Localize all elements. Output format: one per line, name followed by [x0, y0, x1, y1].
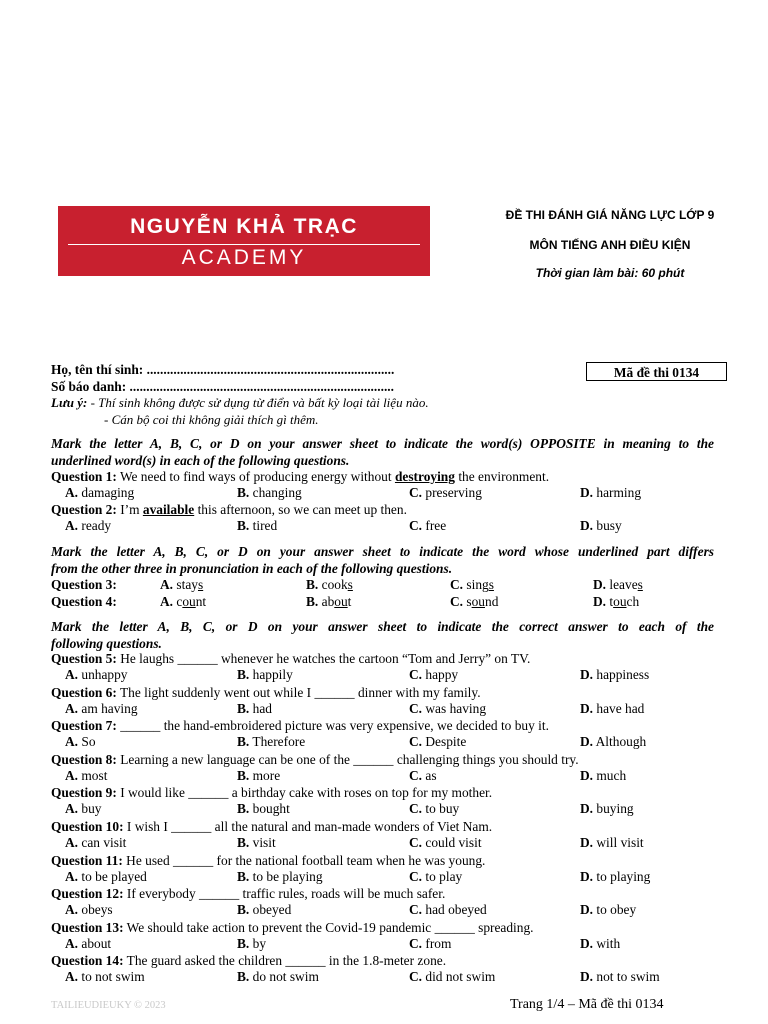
option-letter: C.	[409, 701, 423, 716]
q6-option-a[interactable]	[65, 701, 138, 717]
underlined-part: s	[637, 577, 643, 592]
option-letter: B.	[306, 577, 319, 592]
question-12-text: If everybody ______ traffic rules, roads will be much safer.	[123, 886, 446, 901]
question-5-text: He laughs ______ whenever he watches the cartoon “Tom and Jerry” on TV.	[116, 651, 531, 666]
option-text: free	[425, 518, 447, 533]
candidate-name-line: Họ, tên thí sinh: ..........................................................................	[51, 362, 395, 377]
q8-option-c[interactable]	[409, 768, 437, 784]
option-text: most	[81, 768, 108, 783]
option-letter: B.	[237, 667, 250, 682]
option-text: buy	[81, 801, 102, 816]
question-9-text: I would like ______ a birthday cake with roses on top for my mother.	[116, 785, 493, 800]
q10-option-d[interactable]	[580, 835, 644, 851]
q1-option-b[interactable]	[237, 485, 302, 501]
question-11	[51, 853, 485, 869]
q13-option-d[interactable]	[580, 936, 620, 952]
q10-option-b[interactable]	[237, 835, 276, 851]
question-2-label: Question 2:	[51, 502, 117, 517]
option-letter: A.	[65, 734, 79, 749]
option-text: tired	[252, 518, 278, 533]
option-letter: B.	[237, 518, 250, 533]
option-text: to playing	[596, 869, 651, 884]
q1-option-c[interactable]	[409, 485, 482, 501]
q9-option-b[interactable]	[237, 801, 290, 817]
option-letter: A.	[65, 869, 79, 884]
option-text: did not swim	[425, 969, 496, 984]
question-9-label: Question 9:	[51, 785, 117, 800]
option-text: ready	[81, 518, 112, 533]
exam-code-box: Mã đề thi 0134	[586, 362, 727, 381]
section-3-instruction	[51, 618, 714, 652]
option-text: was having	[425, 701, 487, 716]
option-text: from	[425, 936, 452, 951]
option-letter: B.	[237, 969, 250, 984]
q4-option-d[interactable]	[593, 594, 639, 610]
option-letter: A.	[65, 485, 79, 500]
option-letter: B.	[237, 701, 250, 716]
q4-option-b[interactable]	[306, 594, 351, 610]
option-text: with	[596, 936, 621, 951]
question-5	[51, 651, 530, 667]
q13-option-c[interactable]	[409, 936, 451, 952]
option-text: to be played	[81, 869, 147, 884]
option-letter: C.	[409, 485, 423, 500]
section-1-instruction-a: Mark the letter A, B, C, or D on your answer sheet to indicate the word(s) OPPOSITE in meaning to the	[51, 436, 714, 451]
q13-option-b[interactable]	[237, 936, 266, 952]
q3-option-d[interactable]	[593, 577, 643, 593]
option-text: can visit	[81, 835, 127, 850]
option-letter: C.	[409, 902, 423, 917]
q14-option-a[interactable]	[65, 969, 145, 985]
q11-option-b[interactable]	[237, 869, 323, 885]
q13-option-a[interactable]	[65, 936, 111, 952]
q1-option-d[interactable]	[580, 485, 641, 501]
question-2-text-post: this afternoon, so we can meet up then.	[194, 502, 407, 517]
q11-option-c[interactable]	[409, 869, 462, 885]
option-letter: A.	[65, 902, 79, 917]
question-11-label: Question 11:	[51, 853, 123, 868]
option-letter: C.	[409, 835, 423, 850]
note-label: Lưu ý:	[51, 395, 88, 410]
q12-option-c[interactable]	[409, 902, 487, 918]
q14-option-b[interactable]	[237, 969, 319, 985]
option-text-pre: t	[609, 594, 614, 609]
option-letter: B.	[237, 485, 250, 500]
option-text: to not swim	[81, 969, 145, 984]
q14-option-c[interactable]	[409, 969, 495, 985]
option-letter: D.	[580, 518, 594, 533]
question-14-label: Question 14:	[51, 953, 124, 968]
q3-option-c[interactable]	[450, 577, 494, 593]
option-text: bought	[252, 801, 290, 816]
underlined-part: s	[347, 577, 353, 592]
q10-option-a[interactable]	[65, 835, 126, 851]
q6-option-b[interactable]	[237, 701, 272, 717]
option-text: happily	[252, 667, 293, 682]
option-text-post: ch	[626, 594, 640, 609]
question-4-label-text: Question 4:	[51, 594, 117, 609]
q2-option-b[interactable]	[237, 518, 277, 534]
q12-option-b[interactable]	[237, 902, 291, 918]
option-text: Therefore	[252, 734, 306, 749]
candidate-number-line: Số báo danh: ...............................................................................	[51, 379, 394, 394]
option-letter: A.	[65, 835, 79, 850]
option-letter: A.	[65, 801, 79, 816]
option-text: cook	[321, 577, 348, 592]
option-text: could visit	[425, 835, 482, 850]
option-text: unhappy	[81, 667, 128, 682]
q3-option-a[interactable]	[160, 577, 203, 593]
underlined-part: s	[197, 577, 204, 592]
q4-option-c[interactable]	[450, 594, 498, 610]
option-letter: D.	[580, 936, 594, 951]
note-line-1	[51, 395, 429, 411]
question-7-label: Question 7:	[51, 718, 117, 733]
q14-option-d[interactable]	[580, 969, 660, 985]
option-letter: A.	[160, 594, 174, 609]
option-text: changing	[252, 485, 302, 500]
option-text: to buy	[425, 801, 460, 816]
question-2-key-word: available	[142, 502, 195, 517]
q11-option-a[interactable]	[65, 869, 147, 885]
option-text: to obey	[596, 902, 637, 917]
q12-option-a[interactable]	[65, 902, 113, 918]
option-text: more	[252, 768, 281, 783]
exam-subject: MÔN TIẾNG ANH ĐIỀU KIỆN	[529, 238, 691, 252]
option-text: happy	[425, 667, 459, 682]
underlined-part: s	[488, 577, 494, 592]
q5-option-a[interactable]	[65, 667, 128, 683]
option-text: harming	[596, 485, 642, 500]
question-6-label: Question 6:	[51, 685, 117, 700]
logo-line-2: ACADEMY	[181, 246, 307, 269]
option-letter: A.	[65, 667, 79, 682]
option-text-post: nd	[485, 594, 499, 609]
question-6-text: The light suddenly went out while I ______ dinner with my family.	[116, 685, 481, 700]
option-letter: C.	[409, 869, 423, 884]
question-3-label-text: Question 3:	[51, 577, 117, 592]
option-text: much	[596, 768, 627, 783]
option-letter: A.	[65, 936, 79, 951]
q11-option-d[interactable]	[580, 869, 650, 885]
option-letter: B.	[306, 594, 319, 609]
q7-option-a[interactable]	[65, 734, 96, 750]
option-letter: C.	[409, 518, 423, 533]
question-13-label: Question 13:	[51, 920, 124, 935]
question-8	[51, 752, 579, 768]
question-7	[51, 718, 549, 734]
q5-option-c[interactable]	[409, 667, 458, 683]
section-2-instruction-b: from the other three in pronunciation in each of the following questions.	[51, 561, 453, 576]
q9-option-d[interactable]	[580, 801, 634, 817]
note-text-1: - Thí sinh không được sử dụng từ điển và bất kỳ loại tài liệu nào.	[87, 395, 429, 410]
question-3-label	[51, 577, 117, 593]
option-text: busy	[596, 518, 622, 533]
logo-divider	[68, 244, 420, 245]
option-text: preserving	[425, 485, 482, 500]
option-letter: D.	[593, 577, 607, 592]
option-letter: D.	[580, 835, 594, 850]
option-letter: C.	[409, 667, 423, 682]
q6-option-d[interactable]	[580, 701, 644, 717]
option-letter: D.	[580, 701, 594, 716]
question-1-label: Question 1:	[51, 469, 117, 484]
option-letter: B.	[237, 768, 250, 783]
question-13-text: We should take action to prevent the Covid-19 pandemic ______ spreading.	[123, 920, 534, 935]
underlined-part: ou	[334, 594, 348, 609]
q7-option-c[interactable]	[409, 734, 466, 750]
question-13	[51, 920, 534, 936]
note-line-2: - Cán bộ coi thi không giải thích gì thêm.	[104, 412, 319, 427]
question-4-label	[51, 594, 117, 610]
option-text: stay	[176, 577, 198, 592]
q12-option-d[interactable]	[580, 902, 636, 918]
option-text: about	[81, 936, 112, 951]
option-text: am having	[81, 701, 138, 716]
question-1-text-post: the environment.	[454, 469, 550, 484]
option-text: not to swim	[596, 969, 660, 984]
option-letter: C.	[409, 936, 423, 951]
option-text: damaging	[81, 485, 135, 500]
option-letter: A.	[65, 969, 79, 984]
q6-option-c[interactable]	[409, 701, 486, 717]
option-text: So	[81, 734, 96, 749]
q10-option-c[interactable]	[409, 835, 482, 851]
question-12-label: Question 12:	[51, 886, 124, 901]
option-letter: C.	[450, 594, 464, 609]
option-letter: A.	[65, 518, 79, 533]
q9-option-a[interactable]	[65, 801, 101, 817]
q3-option-b[interactable]	[306, 577, 353, 593]
option-text: leave	[609, 577, 638, 592]
option-text: to be playing	[252, 869, 323, 884]
option-text: had	[252, 701, 272, 716]
q7-option-b[interactable]	[237, 734, 305, 750]
option-text: obeys	[81, 902, 113, 917]
question-1	[51, 469, 549, 485]
section-2-instruction-a: Mark the letter A, B, C, or D on your answer sheet to indicate the word whose underlined part differs	[51, 544, 714, 559]
question-2	[51, 502, 407, 518]
underlined-part: ou	[182, 594, 196, 609]
option-text: to play	[425, 869, 463, 884]
q8-option-b[interactable]	[237, 768, 280, 784]
option-letter: B.	[237, 869, 250, 884]
option-text: had obeyed	[425, 902, 487, 917]
option-letter: A.	[65, 768, 79, 783]
q8-option-a[interactable]	[65, 768, 107, 784]
question-10	[51, 819, 492, 835]
option-letter: C.	[409, 801, 423, 816]
option-text: Although	[595, 734, 647, 749]
option-text: have had	[596, 701, 645, 716]
question-8-label: Question 8:	[51, 752, 117, 767]
option-letter: D.	[580, 667, 594, 682]
footer-page-info: Trang 1/4 – Mã đề thi 0134	[510, 997, 664, 1012]
section-3-instruction-b: following questions.	[51, 636, 162, 651]
option-letter: C.	[450, 577, 464, 592]
q1-option-a[interactable]	[65, 485, 134, 501]
question-8-text: Learning a new language can be one of the ______ challenging things you should try.	[116, 752, 579, 767]
q4-option-a[interactable]	[160, 594, 206, 610]
option-letter: B.	[237, 801, 250, 816]
option-letter: D.	[593, 594, 607, 609]
question-2-text-pre: I’m	[116, 502, 143, 517]
q9-option-c[interactable]	[409, 801, 459, 817]
academy-logo	[58, 206, 430, 276]
option-text-post: t	[347, 594, 352, 609]
option-text: by	[252, 936, 267, 951]
q7-option-d[interactable]	[580, 734, 646, 750]
underlined-part: ou	[613, 594, 627, 609]
option-text: obeyed	[252, 902, 292, 917]
option-text: Despite	[425, 734, 467, 749]
option-letter: D.	[580, 768, 594, 783]
question-10-text: I wish I ______ all the natural and man-made wonders of Viet Nam.	[123, 819, 493, 834]
option-text: will visit	[596, 835, 644, 850]
section-3-instruction-a: Mark the letter A, B, C, or D on your answer sheet to indicate the correct answer to each of the	[51, 619, 714, 634]
option-text: sing	[466, 577, 489, 592]
q5-option-d[interactable]	[580, 667, 649, 683]
option-letter: B.	[237, 835, 250, 850]
underlined-part: ou	[471, 594, 485, 609]
option-text-pre: s	[466, 594, 472, 609]
option-letter: D.	[580, 869, 594, 884]
option-letter: D.	[580, 902, 594, 917]
q2-option-a[interactable]	[65, 518, 111, 534]
question-14	[51, 953, 446, 969]
q2-option-c[interactable]	[409, 518, 446, 534]
option-letter: C.	[409, 734, 423, 749]
option-letter: D.	[580, 485, 594, 500]
question-5-label: Question 5:	[51, 651, 117, 666]
question-1-text-pre: We need to find ways of producing energy without	[116, 469, 395, 484]
footer-watermark: TAILIEUDIEUKY © 2023	[51, 1000, 166, 1011]
option-letter: A.	[65, 701, 79, 716]
option-letter: D.	[580, 969, 594, 984]
option-letter: B.	[237, 734, 250, 749]
question-9	[51, 785, 492, 801]
exam-title: ĐỀ THI ĐÁNH GIÁ NĂNG LỰC LỚP 9	[505, 208, 715, 222]
option-text: do not swim	[252, 969, 319, 984]
option-letter: D.	[580, 801, 594, 816]
question-14-text: The guard asked the children ______ in the 1.8-meter zone.	[123, 953, 447, 968]
question-12	[51, 886, 445, 902]
option-text: visit	[252, 835, 276, 850]
section-1-instruction	[51, 435, 714, 469]
option-text: buying	[596, 801, 634, 816]
question-10-label: Question 10:	[51, 819, 124, 834]
option-letter: C.	[409, 969, 423, 984]
question-11-text: He used ______ for the national football team when he was young.	[122, 853, 486, 868]
option-text-pre: ab	[321, 594, 335, 609]
option-text: as	[425, 768, 437, 783]
option-text-post: nt	[195, 594, 207, 609]
question-6	[51, 685, 481, 701]
option-letter: B.	[237, 902, 250, 917]
exam-time: Thời gian làm bài: 60 phút	[535, 266, 685, 280]
question-7-text: ______ the hand-embroidered picture was very expensive, we decided to buy it.	[116, 718, 549, 733]
q8-option-d[interactable]	[580, 768, 626, 784]
option-letter: B.	[237, 936, 250, 951]
logo-line-1: NGUYỄN KHẢ TRẠC	[130, 215, 358, 238]
option-letter: A.	[160, 577, 174, 592]
q2-option-d[interactable]	[580, 518, 622, 534]
option-letter: D.	[580, 734, 594, 749]
option-text-pre: c	[176, 594, 183, 609]
section-1-instruction-b: underlined word(s) in each of the following questions.	[51, 453, 350, 468]
option-text: happiness	[596, 667, 650, 682]
question-1-key-word: destroying	[394, 469, 455, 484]
q5-option-b[interactable]	[237, 667, 293, 683]
section-2-instruction	[51, 543, 714, 577]
option-letter: C.	[409, 768, 423, 783]
